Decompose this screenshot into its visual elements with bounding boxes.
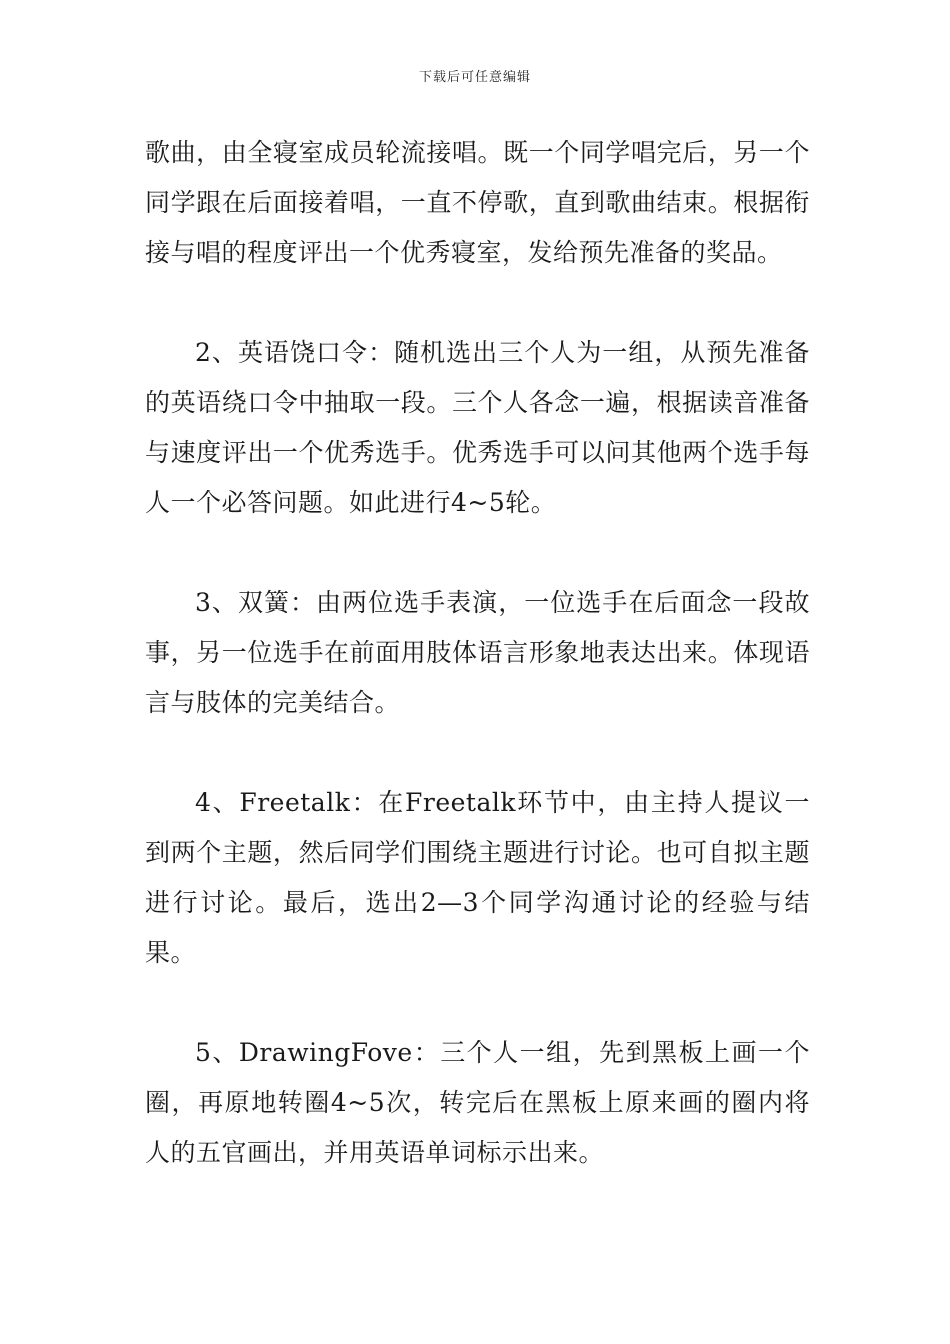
- paragraph-tongue-twister: 2、英语饶口令：随机选出三个人为一组，从预先准备的英语绕口令中抽取一段。三个人各念一遍，根据读音准备与速度评出一个优秀选手。优秀选手可以问其他两个选手每人一个必答问题。如此进行4~5轮。: [145, 338, 810, 517]
- paragraph-drawing: 5、DrawingFove：三个人一组，先到黑板上画一个圈，再原地转圈4~5次，转完后在黑板上原来画的圈内将人的五官画出，并用英语单词标示出来。: [145, 1038, 810, 1167]
- page-header: 下载后可任意编辑: [418, 70, 531, 85]
- paragraph-song-relay: 歌曲，由全寝室成员轮流接唱。既一个同学唱完后，另一个同学跟在后面接着唱，一直不停歌，直到歌曲结束。根据衔接与唱的程度评出一个优秀寝室，发给预先准备的奖品。: [145, 138, 810, 267]
- paragraph-double-act: 3、双簧：由两位选手表演，一位选手在后面念一段故事，另一位选手在前面用肢体语言形象地表达出来。体现语言与肢体的完美结合。: [145, 588, 810, 717]
- paragraph-freetalk: 4、Freetalk：在Freetalk环节中，由主持人提议一到两个主题，然后同学们围绕主题进行讨论。也可自拟主题进行讨论。最后，选出2—3个同学沟通讨论的经验与结果。: [145, 788, 810, 967]
- document-body: [145, 128, 810, 1178]
